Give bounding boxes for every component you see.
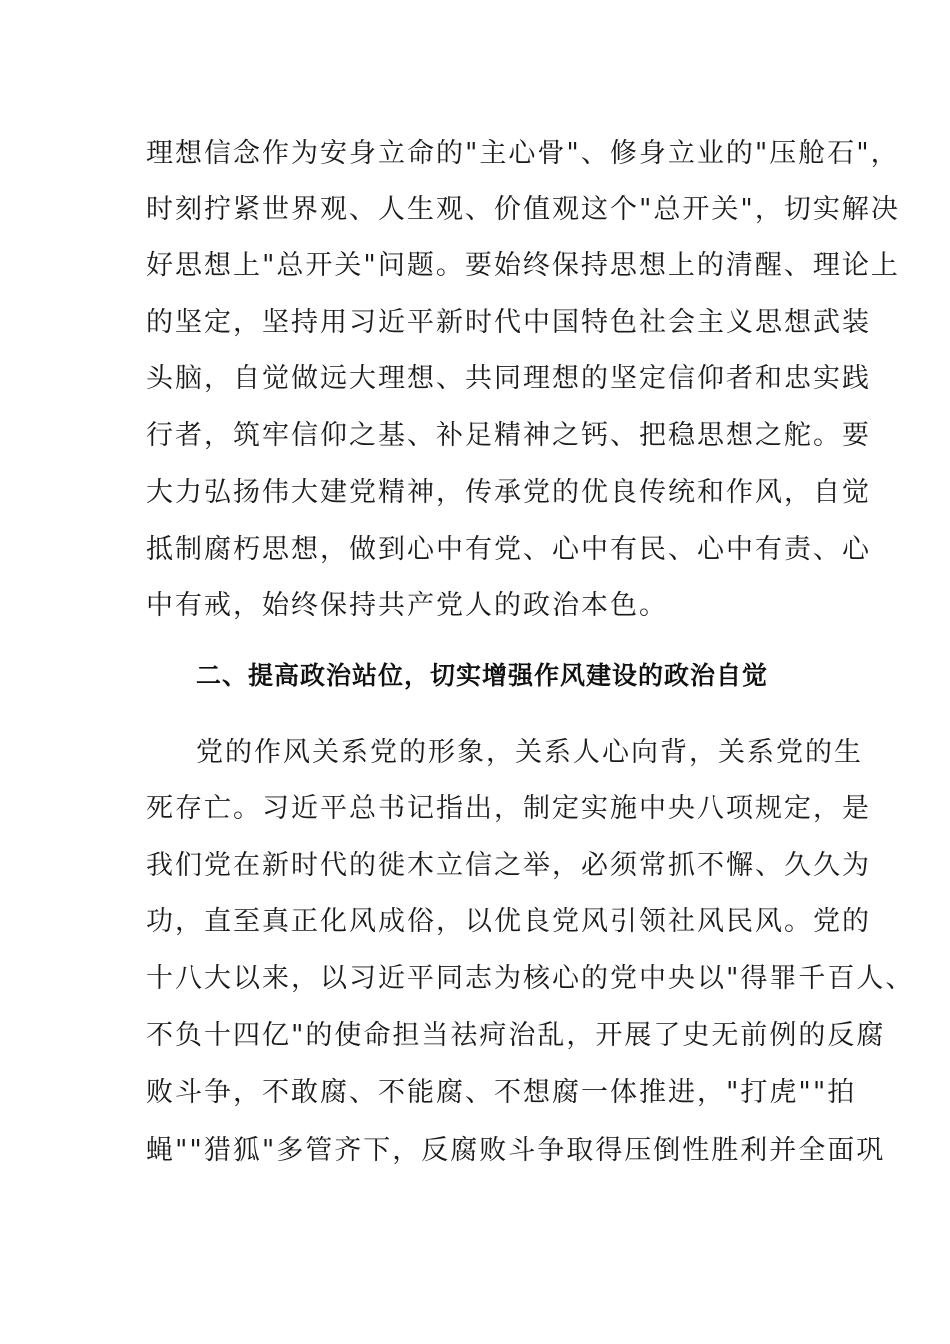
paragraph-2-line: 党的作风关系党的形象，关系人心向背，关系党的生 (196, 737, 863, 768)
paragraph-1-line: 行者，筑牢信仰之基、补足精神之钙、把稳思想之舵。要 (146, 420, 871, 451)
paragraph-2-line: 我们党在新时代的徙木立信之举，必须常抓不懈、久久为 (146, 850, 871, 881)
paragraph-2-line: 败斗争，不敢腐、不能腐、不想腐一体推进，"打虎""拍 (146, 1077, 857, 1108)
paragraph-1-line: 的坚定，坚持用习近平新时代中国特色社会主义思想武装 (146, 307, 871, 338)
paragraph-2-line: 十八大以来，以习近平同志为核心的党中央以"得罪千百人、 (146, 963, 915, 994)
paragraph-1-line: 理想信念作为安身立命的"主心骨"、修身立业的"压舱石"， (146, 138, 900, 169)
paragraph-1-line: 抵制腐朽思想，做到心中有党、心中有民、心中有责、心 (146, 534, 871, 565)
section-heading: 二、提高政治站位，切实增强作风建设的政治自觉 (196, 661, 769, 690)
paragraph-1-line: 好思想上"总开关"问题。要始终保持思想上的清醒、理论上 (146, 250, 900, 281)
paragraph-2-line: 死存亡。习近平总书记指出，制定实施中央八项规定，是 (146, 793, 871, 824)
paragraph-1-line: 大力弘扬伟大建党精神，传承党的优良传统和作风，自觉 (146, 477, 871, 508)
paragraph-1-line: 中有戒，始终保持共产党人的政治本色。 (146, 590, 668, 621)
paragraph-2-line: 蝇""猎狐"多管齐下，反腐败斗争取得压倒性胜利并全面巩 (146, 1135, 886, 1166)
paragraph-1-line: 时刻拧紧世界观、人生观、价值观这个"总开关"，切实解决 (146, 194, 900, 225)
paragraph-2-line: 不负十四亿"的使命担当祛疴治乱，开展了史无前例的反腐 (146, 1020, 886, 1051)
paragraph-2-line: 功，直至真正化风成俗，以优良党风引领社风民风。党的 (146, 906, 871, 937)
paragraph-1-line: 头脑，自觉做远大理想、共同理想的坚定信仰者和忠实践 (146, 363, 871, 394)
